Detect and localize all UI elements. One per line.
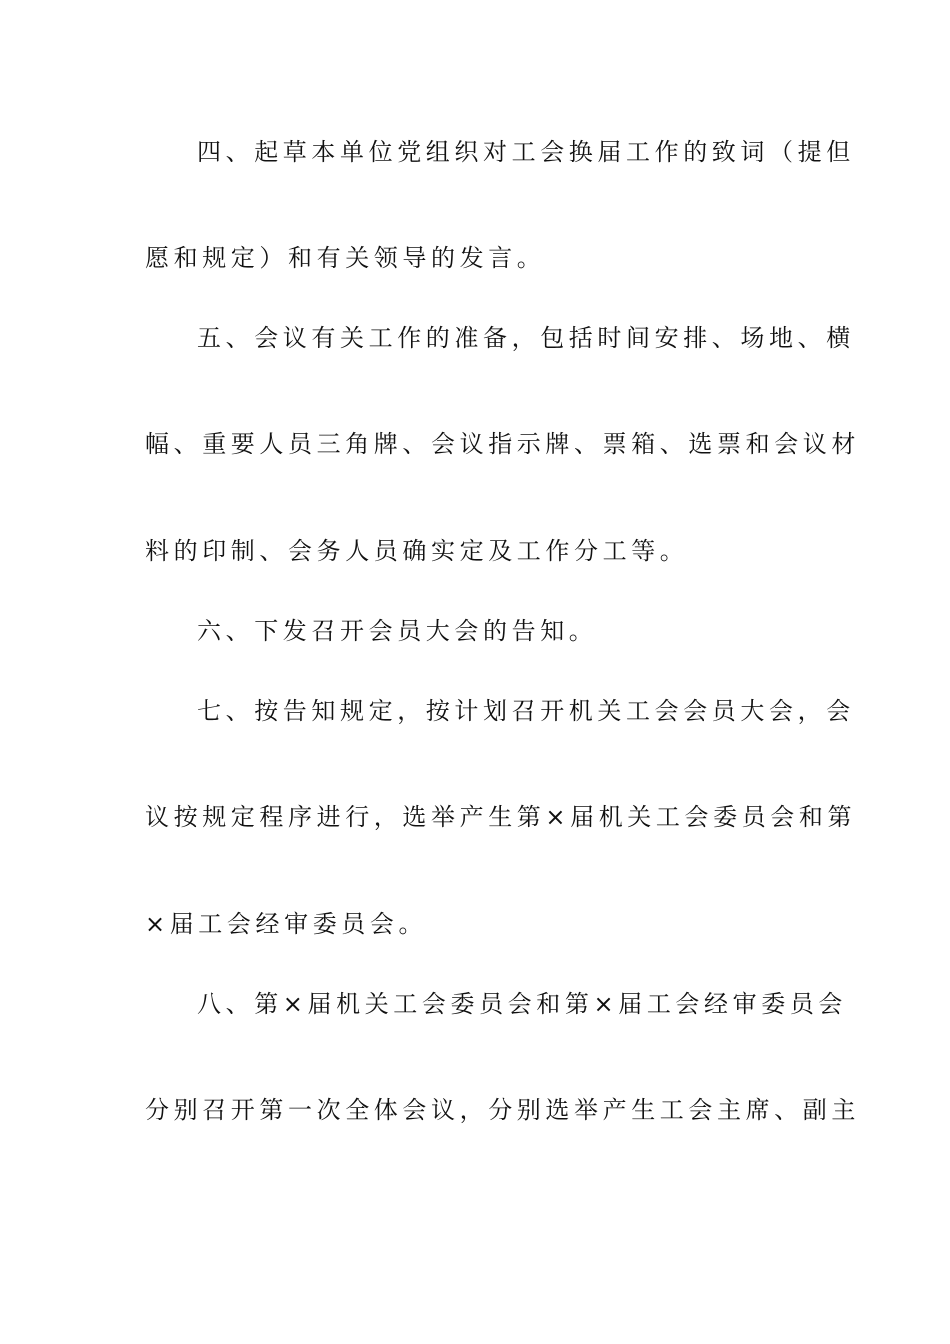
paragraph-7-line-3: ×届工会经审委员会。 [145,910,428,938]
paragraph-5-line-2: 幅、重要人员三角牌、会议指示牌、票箱、选票和会议材 [145,430,860,458]
paragraph-8-line-1: 八、第×届机关工会委员会和第×届工会经审委员会 [197,990,848,1018]
paragraph-5-line-3: 料的印制、会务人员确实定及工作分工等。 [145,537,689,565]
paragraph-6-line-1: 六、下发召开会员大会的告知。 [197,617,598,645]
paragraph-7-line-2: 议按规定程序进行，选举产生第×届机关工会委员会和第 [145,803,857,831]
paragraph-4-line-1: 四、起草本单位党组织对工会换届工作的致词（提但 [197,138,855,166]
paragraph-8-line-2: 分别召开第一次全体会议，分别选举产生工会主席、副主 [145,1096,860,1124]
paragraph-5-line-1: 五、会议有关工作的准备，包括时间安排、场地、横 [197,324,855,352]
paragraph-7-line-1: 七、按告知规定，按计划召开机关工会会员大会，会 [197,697,855,725]
paragraph-4-line-2: 愿和规定）和有关领导的发言。 [145,244,546,272]
